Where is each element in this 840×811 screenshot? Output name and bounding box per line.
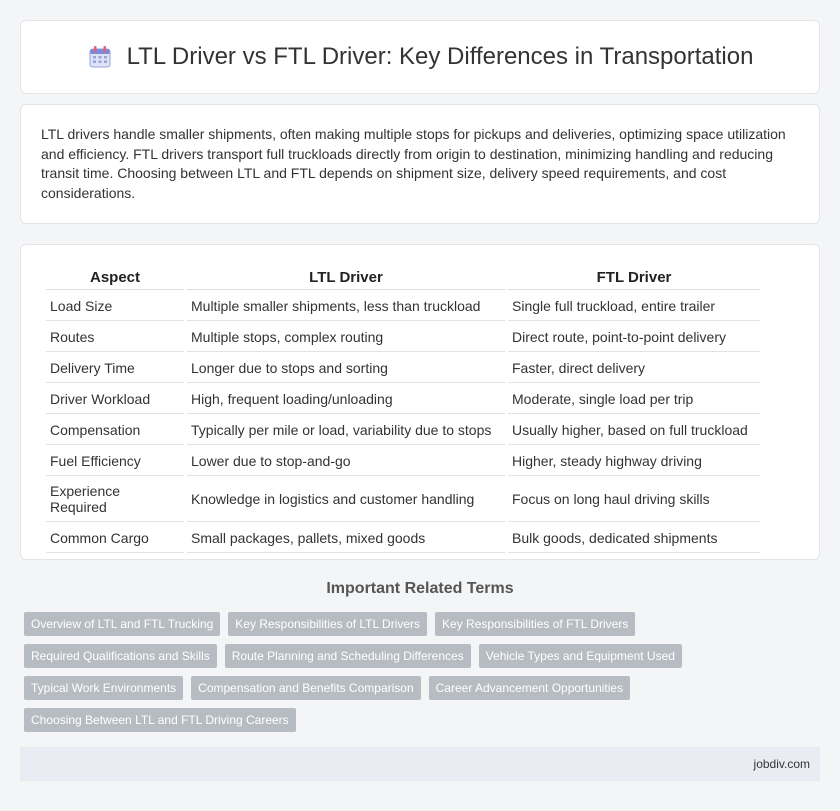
table-cell: Bulk goods, dedicated shipments xyxy=(508,522,760,553)
table-cell: Load Size xyxy=(46,290,184,321)
table-cell: Direct route, point-to-point delivery xyxy=(508,321,760,352)
table-cell: Common Cargo xyxy=(46,522,184,553)
table-cell: Typically per mile or load, variability due to stops xyxy=(187,414,505,445)
table-row xyxy=(46,290,760,321)
table-cell: Fuel Efficiency xyxy=(46,445,184,476)
footer-site-link[interactable]: jobdiv.com xyxy=(753,757,810,771)
related-terms-title: Important Related Terms xyxy=(326,580,514,597)
table-cell: Multiple smaller shipments, less than truckload xyxy=(187,290,505,321)
column-header-ltl: LTL Driver xyxy=(187,265,505,290)
intro-paragraph: LTL drivers handle smaller shipments, often making multiple stops for pickups and deliveries, optimizing space utilization and efficiency. FTL drivers transport full truckloads directly from origin to destination, minimizing handling and reducing transit time. Choosing between LTL and FTL depends on shipment size, delivery speed requirements, and cost considerations. xyxy=(41,126,786,201)
footer xyxy=(20,747,820,781)
table-cell: Faster, direct delivery xyxy=(508,352,760,383)
table-cell: Routes xyxy=(46,321,184,352)
column-header-aspect: Aspect xyxy=(46,265,184,290)
table-cell: Driver Workload xyxy=(46,383,184,414)
table-cell: Higher, steady highway driving xyxy=(508,445,760,476)
table-cell: Usually higher, based on full truckload xyxy=(508,414,760,445)
table-cell: High, frequent loading/unloading xyxy=(187,383,505,414)
table-row xyxy=(46,321,760,352)
table-cell: Single full truckload, entire trailer xyxy=(508,290,760,321)
table-cell: Knowledge in logistics and customer handling xyxy=(187,476,505,522)
related-term-tag[interactable]: Vehicle Types and Equipment Used xyxy=(479,644,682,668)
table-header-row xyxy=(46,265,760,290)
calendar-icon xyxy=(87,44,113,70)
table-cell: Multiple stops, complex routing xyxy=(187,321,505,352)
table-cell: Delivery Time xyxy=(46,352,184,383)
table-cell: Experience Required xyxy=(46,476,184,522)
related-terms-tags xyxy=(24,612,804,732)
related-term-tag[interactable]: Key Responsibilities of FTL Drivers xyxy=(435,612,635,636)
header-card xyxy=(20,20,820,94)
related-term-tag[interactable]: Choosing Between LTL and FTL Driving Careers xyxy=(24,708,296,732)
column-header-ftl: FTL Driver xyxy=(508,265,760,290)
related-term-tag[interactable]: Overview of LTL and FTL Trucking xyxy=(24,612,220,636)
intro-card xyxy=(20,104,820,224)
table-row xyxy=(46,445,760,476)
related-term-tag[interactable]: Route Planning and Scheduling Differences xyxy=(225,644,471,668)
related-term-tag[interactable]: Required Qualifications and Skills xyxy=(24,644,217,668)
comparison-table xyxy=(43,265,763,553)
table-cell: Moderate, single load per trip xyxy=(508,383,760,414)
table-cell: Small packages, pallets, mixed goods xyxy=(187,522,505,553)
table-row xyxy=(46,383,760,414)
table-cell: Focus on long haul driving skills xyxy=(508,476,760,522)
title-wrap xyxy=(87,43,754,71)
related-term-tag[interactable]: Typical Work Environments xyxy=(24,676,183,700)
comparison-table-card xyxy=(20,244,820,560)
table-row xyxy=(46,522,760,553)
table-row xyxy=(46,476,760,522)
table-cell: Longer due to stops and sorting xyxy=(187,352,505,383)
table-row xyxy=(46,352,760,383)
table-cell: Lower due to stop-and-go xyxy=(187,445,505,476)
page-title: LTL Driver vs FTL Driver: Key Differences in Transportation xyxy=(126,43,754,70)
related-term-tag[interactable]: Career Advancement Opportunities xyxy=(429,676,630,700)
related-term-tag[interactable]: Key Responsibilities of LTL Drivers xyxy=(228,612,427,636)
related-term-tag[interactable]: Compensation and Benefits Comparison xyxy=(191,676,420,700)
table-cell: Compensation xyxy=(46,414,184,445)
table-row xyxy=(46,414,760,445)
